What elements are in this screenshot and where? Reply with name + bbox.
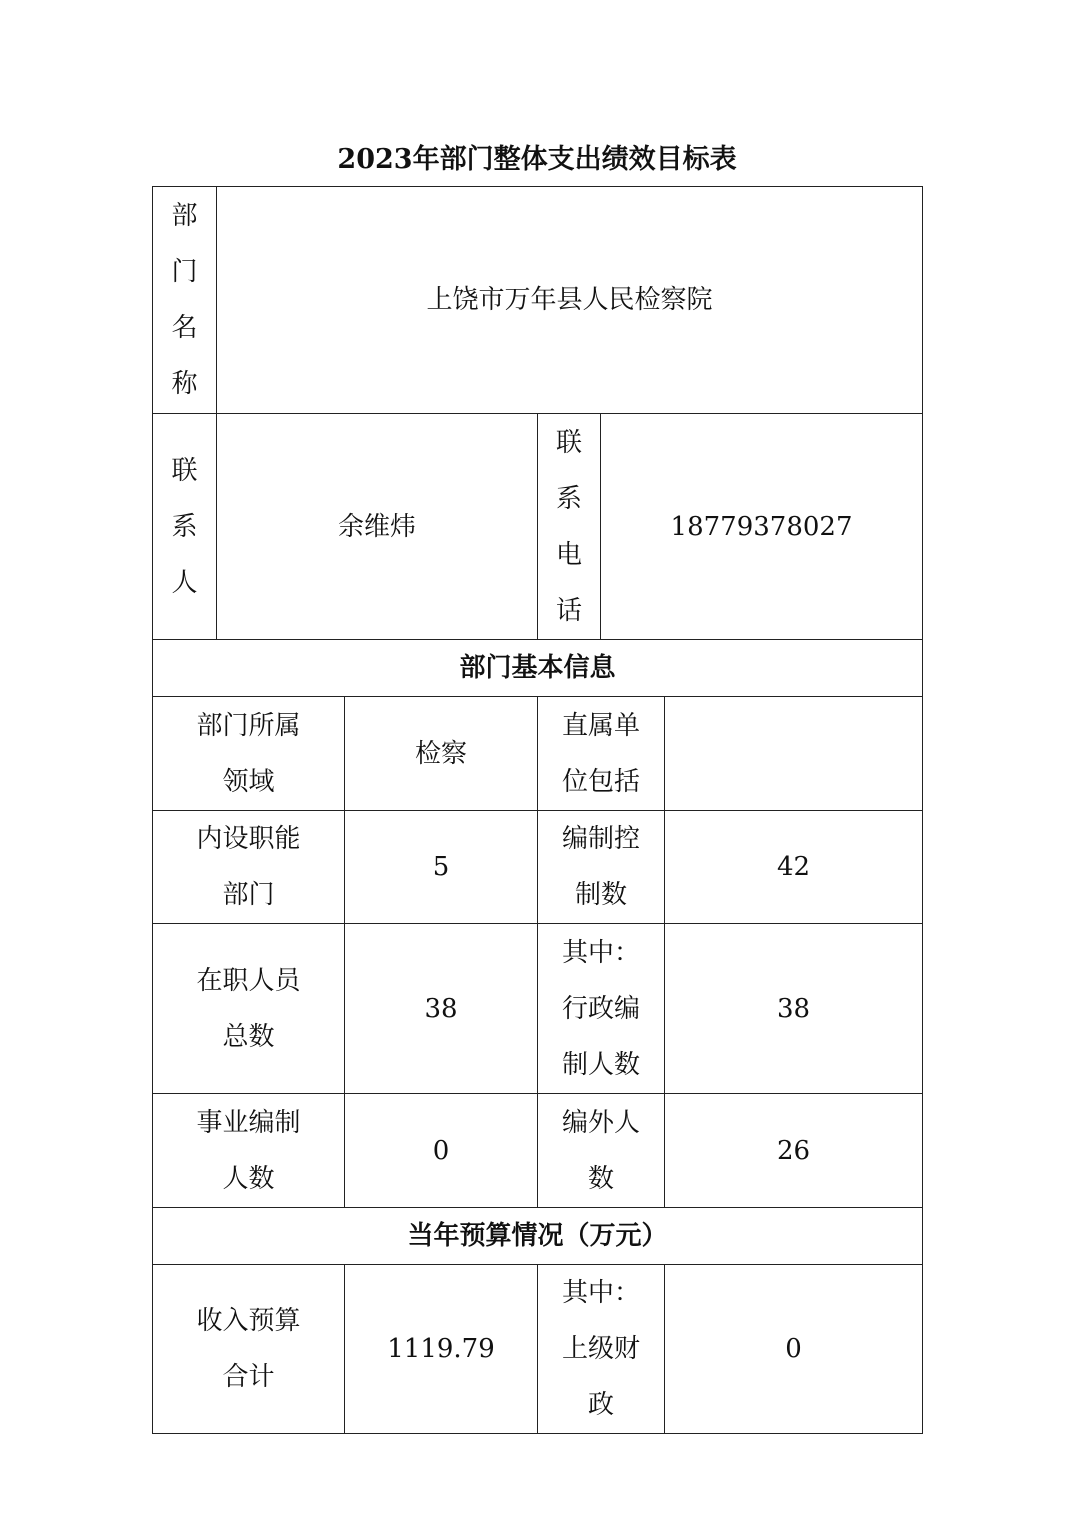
table-row xyxy=(153,697,923,811)
field-value: 26 xyxy=(665,1094,923,1208)
basic-info-heading-row xyxy=(153,640,923,697)
dept-name-label: 部门名称 xyxy=(171,201,198,399)
field-label: 内设职能部门 xyxy=(196,824,301,910)
field-value: 42 xyxy=(665,811,923,924)
contact-phone-value: 18779378027 xyxy=(601,414,923,640)
field-value: 0 xyxy=(345,1094,538,1208)
field-value: 0 xyxy=(665,1265,923,1434)
field-label: 收入预算合计 xyxy=(196,1306,301,1392)
field-value: 38 xyxy=(345,924,538,1094)
field-label-cell xyxy=(153,811,345,924)
field-label: 编外人数 xyxy=(561,1107,640,1194)
dept-name-label-cell xyxy=(153,187,217,414)
contact-row xyxy=(153,414,923,640)
contact-person-value: 余维炜 xyxy=(217,414,538,640)
dept-name-value: 上饶市万年县人民检察院 xyxy=(217,187,923,414)
table-row xyxy=(153,1094,923,1208)
field-value: 5 xyxy=(345,811,538,924)
field-label-cell xyxy=(153,1265,345,1434)
field-value: 检察 xyxy=(345,697,538,811)
field-label-cell xyxy=(153,1094,345,1208)
performance-target-table xyxy=(152,186,923,1434)
field-label: 其中：行政编制人数 xyxy=(561,937,640,1080)
contact-person-label: 联系人 xyxy=(171,455,198,598)
field-label-cell xyxy=(538,697,665,811)
budget-heading: 当年预算情况（万元） xyxy=(153,1208,923,1265)
field-label-cell xyxy=(538,811,665,924)
page-title: 2023年部门整体支出绩效目标表 xyxy=(337,144,737,175)
basic-info-heading: 部门基本信息 xyxy=(153,640,923,697)
field-label-cell xyxy=(538,924,665,1094)
contact-person-label-cell xyxy=(153,414,217,640)
field-label: 直属单位包括 xyxy=(561,710,640,797)
table-row xyxy=(153,924,923,1094)
table-row xyxy=(153,811,923,924)
field-label: 事业编制人数 xyxy=(196,1107,301,1194)
field-label: 在职人员总数 xyxy=(196,965,301,1052)
field-label-cell xyxy=(153,924,345,1094)
field-label: 编制控制数 xyxy=(561,824,640,910)
field-label-cell xyxy=(153,697,345,811)
field-label-cell xyxy=(538,1094,665,1208)
contact-phone-label: 联系电话 xyxy=(555,427,582,626)
field-value: 38 xyxy=(665,924,923,1094)
budget-heading-row xyxy=(153,1208,923,1265)
field-label: 其中：上级财政 xyxy=(561,1278,640,1420)
field-label: 部门所属领域 xyxy=(196,710,301,797)
field-value: 1119.79 xyxy=(345,1265,538,1434)
field-label-cell xyxy=(538,1265,665,1434)
field-value xyxy=(665,697,923,811)
table-row xyxy=(153,1265,923,1434)
contact-phone-label-cell xyxy=(538,414,601,640)
dept-name-row xyxy=(153,187,923,414)
